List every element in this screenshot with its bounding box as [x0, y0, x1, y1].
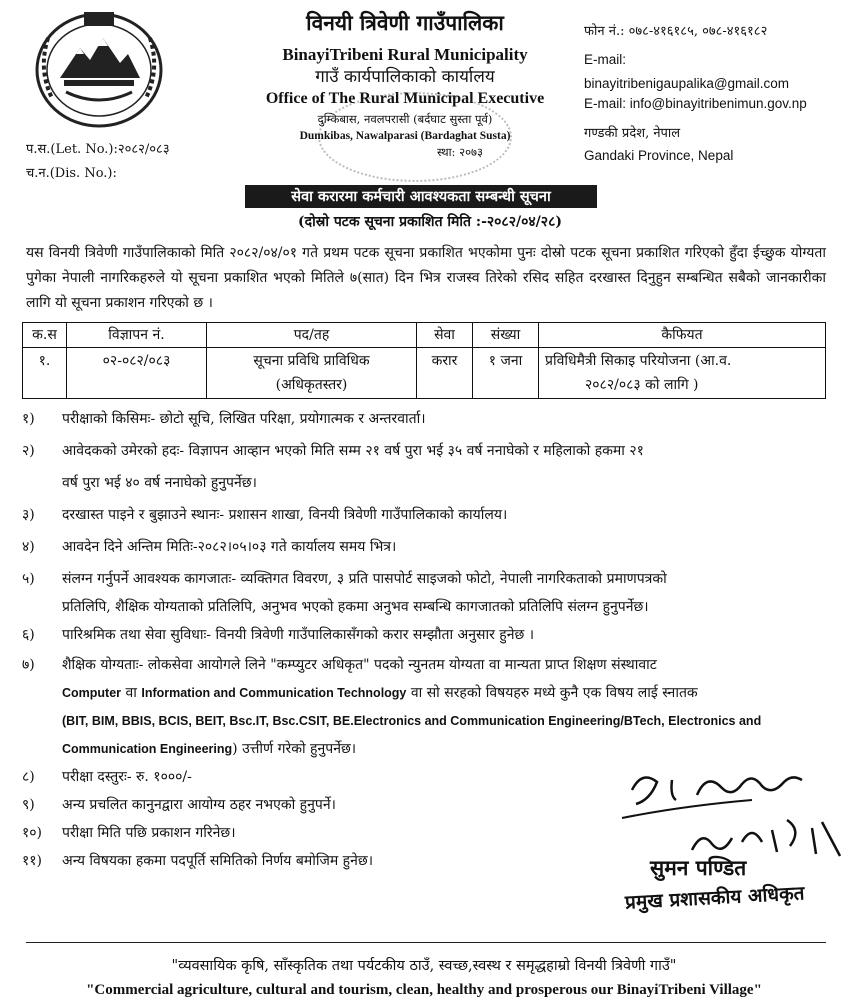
contact-block	[584, 22, 846, 166]
established-year: स्था: २०७३	[436, 145, 484, 159]
office-stamp	[318, 92, 512, 182]
letter-number: प.स.(Let. No.):२०८२/०८३	[26, 142, 170, 157]
degree-text: वा सो सरहको विषयहरु मध्ये कुनै एक विषय लाई स्नातक	[406, 685, 698, 701]
item-text: परीक्षाको किसिमः- छोटो सूचि, लिखित परिक्षा, प्रयोगात्मक र अन्तरवार्ता।	[62, 411, 426, 427]
post-title: सूचना प्रविधि प्राविधिक	[253, 353, 370, 369]
item-text: आवदेन दिने अन्तिम मितिः-२०८२।०५।०३ गते कार्यालय समय भित्र।	[62, 539, 397, 555]
degree-list: (BIT, BIM, BBIS, BCIS, BEIT, Bsc.IT, Bsc.CSIT, BE.Electronics and Communication Engineering/BTech, Electronics and	[62, 714, 762, 728]
vacancy-table	[22, 322, 826, 399]
dispatch-number: च.न.(Dis. No.):	[26, 166, 117, 181]
cell-remarks	[539, 348, 826, 399]
pass-requirement: ) उत्तीर्ण गरेको हुनुपर्नेछ।	[232, 741, 357, 757]
remarks-line-1: प्रविधिमैत्री सिकाइ परियोजना (आ.व.	[545, 353, 732, 369]
item-text: शैक्षिक योग्यताः- लोकसेवा आयोगले लिने "कम्प्युटर अधिकृत" पदको न्युनतम योग्यता वा मान्यता प्राप्त शिक्षण संस्थावाट	[62, 657, 657, 673]
col-header-post: पद/तह	[207, 323, 417, 348]
remarks-line-2: २०८२/०८३ को लागि )	[585, 377, 699, 393]
list-item	[22, 405, 834, 433]
item-number: १)	[22, 411, 35, 427]
item-number: ९)	[22, 797, 35, 813]
municipality-name-nepali: विनयी त्रिवेणी गाउँपालिका	[306, 10, 504, 35]
item-number: ३)	[22, 507, 35, 523]
address-nepali: दुम्किबास, नवलपरासी (बर्दघाट सुस्ता पूर्व)	[317, 112, 493, 126]
item-text: आवेदकको उमेरको हदः- विज्ञापन आव्हान भएको मिति सम्म २१ वर्ष पुरा भई ३५ वर्ष ननाघेको र महिलाको हकमा २१	[62, 443, 644, 459]
notice-title: सेवा करारमा कर्मचारी आवश्यकता सम्बन्धी सूचना	[245, 185, 597, 208]
list-item	[22, 437, 834, 497]
degree-list-end: Communication Engineering	[62, 742, 233, 756]
item-number: ८)	[22, 769, 35, 785]
signatory-designation: प्रमुख प्रशासकीय अधिकृत	[624, 882, 805, 914]
province-nepali: गण्डकी प्रदेश, नेपाल	[584, 126, 681, 141]
subject-ict: Information and Communication Technology	[141, 686, 407, 700]
item-number: ११)	[22, 853, 43, 869]
notice-intro-paragraph: यस विनयी त्रिवेणी गाउँपालिकाको मिति २०८२/०४/०१ गते प्रथम पटक सूचना प्रकाशित भएकोमा पुनः दोस्रो पटक सूचना प्रकाशित गरिएको हुँदा ईच्छुक योग्यता पुगेका नेपाली नागरिकहरुले यो सूचना प्रकाशित भएको मितिले ७(सात) दिन भित्र राजस्व तिरेको रसिद सहित दरखास्त दिनुहुन सम्बन्धित सबैको जानकारीका लागि यो सूचना प्रकाशन गरिएको छ ।	[26, 245, 826, 311]
handwritten-date: २०८२/०४/२	[652, 776, 657, 777]
col-header-sn: क.स	[23, 323, 67, 348]
email-gmail-link[interactable]: binayitribenigaupalika@gmail.com	[584, 76, 790, 91]
item-number: १०)	[22, 825, 43, 841]
handwritten-signature	[612, 760, 848, 860]
email-official-link[interactable]: E-mail: info@binayitribenimun.gov.np	[584, 96, 807, 111]
municipality-name-english: BinayiTribeni Rural Municipality	[282, 45, 528, 64]
list-item	[22, 651, 834, 763]
item-text: परीक्षा दस्तुरः- रु. १०००/-	[62, 769, 192, 785]
municipality-emblem-logo	[28, 8, 170, 132]
item-text: अन्य प्रचलित कानुनद्वारा आयोग्य ठहर नभएको हुनुपर्ने।	[62, 797, 336, 813]
cell-sn: १.	[23, 348, 67, 399]
reference-block	[26, 138, 170, 186]
footer-slogan-nepali: "व्यवसायिक कृषि, साँस्कृतिक तथा पर्यटकीय ठाउँ, स्वच्छ,स्वस्थ र समृद्धहाम्रो विनयी त्रिवेणी गाउँ"	[171, 958, 677, 974]
item-text: अन्य विषयका हकमा पदपूर्ति समितिको निर्णय बमोजिम हुनेछ।	[62, 853, 374, 869]
table-row	[23, 348, 826, 399]
item-number: ७)	[22, 657, 35, 673]
province-english: Gandaki Province, Nepal	[584, 148, 734, 163]
address-english: Dumkibas, Nawalparasi (Bardaghat Susta)	[299, 130, 511, 142]
item-text-continued: प्रतिलिपि, शैक्षिक योग्यताको प्रतिलिपि, अनुभव भएको हकमा अनुभव सम्बन्धि कागजातको प्रतिलिपि संलग्न हुनुपर्नेछ।	[62, 599, 649, 615]
item-text: संलग्न गर्नुपर्ने आवश्यक कागजातः- व्यक्तिगत विवरण, ३ प्रति पासपोर्ट साइजको फोटो, नेपाली नागरिकताको प्रमाणपत्रको	[62, 571, 667, 587]
office-name-english: Office of The Rural Municipal Executive	[265, 90, 545, 107]
office-name-nepali: गाउँ कार्यपालिकाको कार्यालय	[315, 67, 495, 87]
phone-numbers: फोन नं.: ०७८-४१६१८५, ०७८-४१६१८२	[584, 24, 768, 39]
list-item	[22, 501, 834, 529]
cell-ad-no: ०२-०८२/०८३	[67, 348, 207, 399]
item-text-line-4	[22, 735, 834, 763]
col-header-count: संख्या	[473, 323, 539, 348]
cell-count: १ जना	[473, 348, 539, 399]
col-header-ad-no: विज्ञापन नं.	[67, 323, 207, 348]
col-header-service: सेवा	[417, 323, 473, 348]
item-text: पारिश्रमिक तथा सेवा सुविधाः- विनयी त्रिवेणी गाउँपालिकासँगको करार सम्झौता अनुसार हुनेछ ।	[62, 627, 535, 643]
footer-slogan-english: "Commercial agriculture, cultural and tourism, clean, healthy and prosperous our BinayiTribeni Village"	[86, 982, 762, 998]
item-text: परीक्षा मिति पछि प्रकाशन गरिनेछ।	[62, 825, 236, 841]
item-number: ६)	[22, 627, 35, 643]
item-number: ४)	[22, 539, 35, 555]
item-text-line-2	[22, 679, 834, 707]
item-number: ५)	[22, 571, 35, 587]
list-item	[22, 533, 834, 561]
list-item	[22, 565, 834, 621]
cell-service: करार	[417, 348, 473, 399]
post-level: (अधिकृतस्तर)	[275, 377, 348, 393]
item-number: २)	[22, 443, 35, 459]
connector-text: वा	[121, 685, 142, 701]
notice-subtitle: (दोस्रो पटक सूचना प्रकाशित मिति :-२०८२/०४/२८)	[298, 214, 562, 230]
footer-divider	[26, 942, 826, 943]
col-header-remarks: कैफियत	[539, 323, 826, 348]
table-header-row	[23, 323, 826, 348]
item-text-continued: वर्ष पुरा भई ४० वर्ष ननाघेको हुनुपर्नेछ।	[62, 475, 257, 491]
subject-computer: Computer	[62, 686, 122, 700]
list-item	[22, 621, 834, 649]
item-text: दरखास्त पाइने र बुझाउने स्थानः- प्रशासन शाखा, विनयी त्रिवेणी गाउँपालिकाको कार्यालय।	[62, 507, 508, 523]
signatory-name: सुमन पण्डित	[650, 855, 747, 880]
cell-post	[207, 348, 417, 399]
email-label: E-mail:	[584, 52, 627, 67]
